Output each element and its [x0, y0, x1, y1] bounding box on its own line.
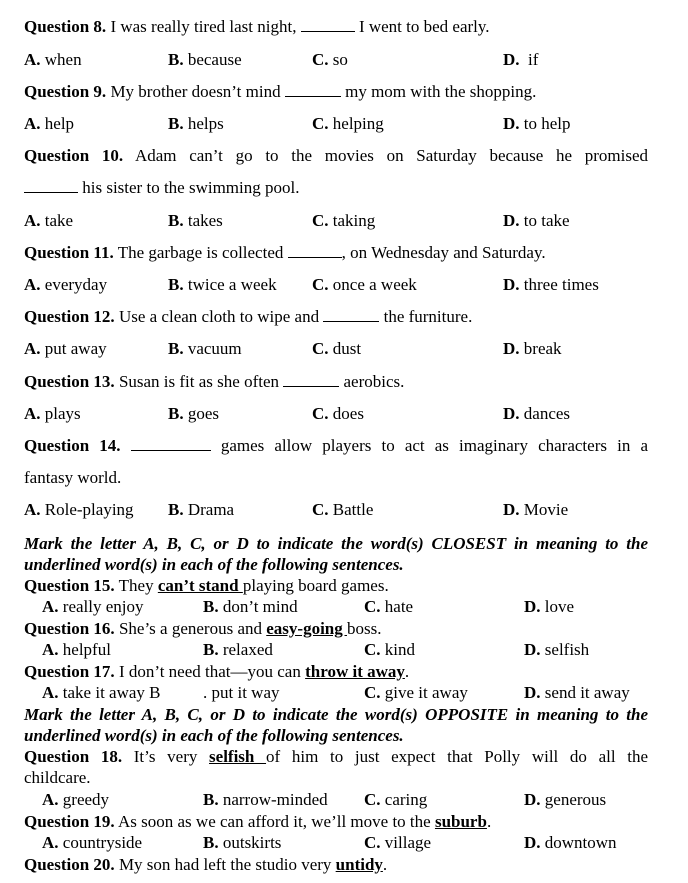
question-text: the furniture.	[383, 307, 473, 326]
option-c: C. kind	[364, 640, 416, 659]
section-instruction: Mark the letter A, B, C, or D to indicate the word(s) CLOSEST in meaning to the underlined word(s) in each of the following sentences.	[24, 534, 648, 574]
option-b: B. narrow-minded	[203, 790, 328, 809]
question-text: , on Wednesday and Saturday.	[341, 243, 546, 262]
option-d: D. dances	[503, 404, 571, 423]
option-b: B. helps	[168, 114, 224, 133]
question-text: .	[486, 812, 492, 831]
option-a: A. helpful	[42, 640, 111, 659]
option-a: A. take	[24, 211, 74, 230]
option-b: B. takes	[168, 211, 223, 230]
option-b: B. outskirts	[203, 833, 282, 852]
question-13	[24, 372, 648, 392]
option-b: B. vacuum	[168, 339, 242, 358]
question-number: Question 20.	[24, 855, 115, 874]
question-text: boss.	[347, 619, 382, 638]
option-d: D. love	[524, 597, 575, 616]
question-number: Question 15.	[24, 576, 115, 595]
question-text: his sister to the swimming pool.	[82, 178, 300, 197]
underlined-phrase: can’t stand	[157, 576, 243, 595]
option-c: C. caring	[364, 790, 428, 809]
question-number: Question 16.	[24, 619, 115, 638]
option-b: B. Drama	[168, 500, 235, 519]
option-b: B. don’t mind	[203, 597, 298, 616]
option-c: C. village	[364, 833, 432, 852]
question-text: .	[382, 855, 388, 874]
option-d: D. three times	[503, 275, 599, 294]
question-text: My brother doesn’t mind	[110, 82, 281, 101]
question-number: Question 14.	[24, 436, 121, 455]
question-text: Adam can’t go to the movies on Saturday because he promised	[134, 146, 649, 165]
question-15	[24, 576, 648, 596]
option-a: A. greedy	[42, 790, 110, 809]
answer-blank	[131, 436, 211, 451]
question-text: .	[404, 662, 410, 681]
question-text: I went to bed early.	[358, 17, 490, 36]
option-a: A. countryside	[42, 833, 143, 852]
option-a: A. plays	[24, 404, 81, 423]
option-d: D. if	[503, 50, 539, 69]
option-c: C. does	[312, 404, 364, 423]
question-14-continued: fantasy world.	[24, 468, 122, 487]
question-text: I was really tired last night,	[110, 17, 297, 36]
answer-blank	[323, 307, 379, 322]
question-number: Question 13.	[24, 372, 115, 391]
answer-blank	[288, 243, 342, 258]
question-19	[24, 812, 648, 832]
question-16	[24, 619, 648, 639]
option-b: B. twice a week	[168, 275, 277, 294]
question-8	[24, 17, 648, 37]
option-b: . put it way	[203, 683, 280, 702]
question-14	[24, 436, 648, 456]
underlined-phrase: suburb	[434, 812, 487, 831]
question-12	[24, 307, 648, 327]
answer-blank	[283, 372, 339, 387]
answer-blank	[24, 178, 78, 193]
question-text: They	[118, 576, 154, 595]
question-10-continued	[24, 178, 299, 198]
question-text: My son had left the studio very	[118, 855, 332, 874]
question-17	[24, 662, 648, 682]
option-c: C. dust	[312, 339, 362, 358]
option-c: C. so	[312, 50, 348, 69]
underlined-phrase: throw it away	[305, 662, 405, 681]
question-text: Susan is fit as she often	[118, 372, 280, 391]
question-text: games allow players to act as imaginary characters in a	[220, 436, 648, 455]
option-d: D. downtown	[524, 833, 617, 852]
question-18	[24, 747, 648, 767]
question-number: Question 9.	[24, 82, 107, 101]
option-d: D. generous	[524, 790, 607, 809]
option-a: A. take it away B	[42, 683, 161, 702]
question-number: Question 18.	[24, 747, 123, 766]
option-d: D. break	[503, 339, 562, 358]
option-a: A. when	[24, 50, 82, 69]
question-10	[24, 146, 648, 166]
question-number: Question 17.	[24, 662, 115, 681]
question-11	[24, 243, 648, 263]
option-c: C. once a week	[312, 275, 417, 294]
option-a: A. everyday	[24, 275, 108, 294]
option-c: C. taking	[312, 211, 376, 230]
question-9	[24, 82, 648, 102]
option-b: B. because	[168, 50, 242, 69]
question-18-continued: childcare.	[24, 768, 91, 787]
option-c: C. give it away	[364, 683, 468, 702]
question-20	[24, 855, 648, 875]
option-d: D. send it away	[524, 683, 630, 702]
underlined-phrase: untidy	[335, 855, 383, 874]
question-text: of him to just expect that Polly will do all the	[266, 747, 649, 766]
option-a: A. really enjoy	[42, 597, 144, 616]
option-d: D. to help	[503, 114, 571, 133]
option-d: D. Movie	[503, 500, 569, 519]
section-instruction: Mark the letter A, B, C, or D to indicate the word(s) OPPOSITE in meaning to the underlined word(s) in each of the following sentences.	[24, 705, 648, 745]
option-b: B. relaxed	[203, 640, 273, 659]
option-c: C. helping	[312, 114, 384, 133]
question-number: Question 19.	[24, 812, 115, 831]
option-a: A. put away	[24, 339, 107, 358]
question-text: playing board games.	[242, 576, 389, 595]
option-d: D. to take	[503, 211, 570, 230]
answer-blank	[301, 17, 355, 32]
answer-blank	[285, 82, 341, 97]
question-text: my mom with the shopping.	[345, 82, 537, 101]
question-text: I don’t need that—you can	[118, 662, 301, 681]
option-a: A. help	[24, 114, 75, 133]
option-c: C. hate	[364, 597, 414, 616]
question-text: It’s very	[133, 747, 198, 766]
question-text: She’s a generous and	[118, 619, 262, 638]
option-b: B. goes	[168, 404, 220, 423]
question-text: The garbage is collected	[117, 243, 284, 262]
option-d: D. selfish	[524, 640, 590, 659]
question-number: Question 12.	[24, 307, 115, 326]
question-number: Question 8.	[24, 17, 107, 36]
underlined-phrase: easy-going	[266, 619, 347, 638]
question-text: aerobics.	[343, 372, 405, 391]
question-text: As soon as we can afford it, we’ll move to the	[118, 812, 431, 831]
underlined-phrase: selfish	[209, 747, 267, 766]
question-text: Use a clean cloth to wipe and	[118, 307, 320, 326]
option-a: A. Role-playing	[24, 500, 134, 519]
option-c: C. Battle	[312, 500, 374, 519]
question-number: Question 10.	[24, 146, 124, 165]
question-number: Question 11.	[24, 243, 114, 262]
